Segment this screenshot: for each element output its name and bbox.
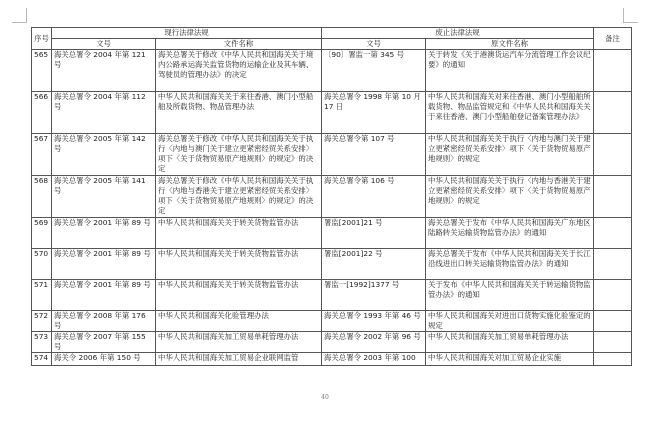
cell-current-doc-name: 海关总署关于修改《中华人民共和国海关关于执行〈内地与澳门关于建立更紧密经贸关系安排〉项下〈关于货物贸易原产地规则〉的规定》的决定 <box>156 134 322 176</box>
header-doc-no: 文号 <box>52 39 156 50</box>
header-remarks: 备注 <box>594 28 632 50</box>
table-row <box>32 176 632 218</box>
cell-current-doc-no: 海关总署令 2007 年第 155 号 <box>52 332 156 353</box>
table-row <box>32 311 632 332</box>
cell-abolished-doc-no: 海关总署令第 106 号 <box>322 176 426 218</box>
table-row <box>32 92 632 134</box>
cell-abolished-doc-name: 中华人民共和国海关加工贸易单耗管理办法 <box>426 332 594 353</box>
header-doc-name: 文件名称 <box>156 39 322 50</box>
cell-seq: 574 <box>32 353 52 366</box>
cell-seq: 567 <box>32 134 52 176</box>
cell-current-doc-no: 海关总署令 2001 年第 89 号 <box>52 280 156 311</box>
table-row <box>32 280 632 311</box>
header-current-laws: 现行法律法规 <box>52 28 322 39</box>
cell-abolished-doc-name: 关于转发《关于港澳货运汽车分流管理工作会议纪要》的通知 <box>426 50 594 92</box>
cell-current-doc-no: 海关总署令 2005 年第 141 号 <box>52 176 156 218</box>
cell-abolished-doc-name: 海关总署关于发布《中华人民共和国海关广东地区陆路转关运输货物监管办法》的通知 <box>426 218 594 249</box>
cell-seq: 566 <box>32 92 52 134</box>
cell-current-doc-no: 海关总署令 2001 年第 89 号 <box>52 218 156 249</box>
cell-remark <box>594 92 632 134</box>
cell-remark <box>594 332 632 353</box>
cell-current-doc-name: 中华人民共和国海关加工贸易企业联网监管 <box>156 353 322 366</box>
cell-seq: 569 <box>32 218 52 249</box>
cell-current-doc-no: 海关总署令 2004 年第 112 号 <box>52 92 156 134</box>
cell-current-doc-no: 海关令 2006 年第 150 号 <box>52 353 156 366</box>
cell-remark <box>594 249 632 280</box>
cell-remark <box>594 218 632 249</box>
cell-abolished-doc-no: 署监[2001]22 号 <box>322 249 426 280</box>
cell-remark <box>594 353 632 366</box>
cell-current-doc-name: 中华人民共和国海关关于转关货物监管办法 <box>156 249 322 280</box>
cell-current-doc-no: 海关总署令 2001 年第 89 号 <box>52 249 156 280</box>
header-abolished-doc-name: 原文件名称 <box>426 39 594 50</box>
cell-seq: 570 <box>32 249 52 280</box>
cell-abolished-doc-no: 署监一[1992]1377 号 <box>322 280 426 311</box>
cell-abolished-doc-no: 海关总署令 1998 年第 10 月 17 日 <box>322 92 426 134</box>
cell-current-doc-name: 中华人民共和国海关加工贸易单耗管理办法 <box>156 332 322 353</box>
cell-remark <box>594 311 632 332</box>
header-seq: 序号 <box>32 28 52 50</box>
cell-seq: 572 <box>32 311 52 332</box>
cell-seq: 568 <box>32 176 52 218</box>
cell-abolished-doc-name: 中华人民共和国海关对进出口货物实施化验鉴定的规定 <box>426 311 594 332</box>
cell-current-doc-name: 中华人民共和国海关化验管理办法 <box>156 311 322 332</box>
cell-seq: 573 <box>32 332 52 353</box>
cell-current-doc-name: 海关总署关于修改《中华人民共和国海关关于执行〈内地与香港关于建立更紧密经贸关系安排〉项下〈关于货物贸易原产地规则〉的规定》的决定 <box>156 176 322 218</box>
cell-current-doc-no: 海关总署令 2004 年第 121 号 <box>52 50 156 92</box>
page-corner-mark <box>623 8 638 23</box>
cell-current-doc-name: 海关总署关于修改《中华人民共和国海关关于境内公路承运海关监管货物的运输企业及其车辆、驾驶员的管理办法》的决定 <box>156 50 322 92</box>
page-corner-mark <box>12 8 27 23</box>
cell-abolished-doc-no: 海关总署令 2003 年第 100 <box>322 353 426 366</box>
table-row <box>32 134 632 176</box>
header-abolished-laws: 废止法律法规 <box>322 28 594 39</box>
table-row <box>32 332 632 353</box>
cell-seq: 565 <box>32 50 52 92</box>
cell-current-doc-name: 中华人民共和国海关关于转关货物监管办法 <box>156 280 322 311</box>
cell-remark <box>594 134 632 176</box>
cell-remark <box>594 50 632 92</box>
cell-remark <box>594 176 632 218</box>
cell-abolished-doc-name: 中华人民共和国海关对来往香港、澳门小型船舶所载货物、物品监管规定和《中华人民共和国海关关于来往香港、澳门小型船舶登记备案管理办法》 <box>426 92 594 134</box>
table-row <box>32 218 632 249</box>
cell-current-doc-name: 中华人民共和国海关关于转关货物监管办法 <box>156 218 322 249</box>
page-number: 40 <box>321 394 329 401</box>
cell-current-doc-no: 海关总署令 2008 年第 176 号 <box>52 311 156 332</box>
law-comparison-table <box>31 27 632 366</box>
table-row <box>32 50 632 92</box>
table-row <box>32 249 632 280</box>
cell-remark <box>594 280 632 311</box>
cell-current-doc-no: 海关总署令 2005 年第 142 号 <box>52 134 156 176</box>
table-row <box>32 353 632 366</box>
cell-abolished-doc-name: 中华人民共和国海关关于执行〈内地与香港关于建立更紧密经贸关系安排〉项下〈关于货物贸易原产地规则〉的规定 <box>426 176 594 218</box>
cell-abolished-doc-name: 中华人民共和国海关对加工贸易企业实施 <box>426 353 594 366</box>
header-abolished-doc-no: 文号 <box>322 39 426 50</box>
cell-abolished-doc-name: 海关总署关于发布《中华人民共和国海关关于长江沿线进出口转关运输货物监管办法》的通知 <box>426 249 594 280</box>
cell-current-doc-name: 中华人民共和国海关关于来往香港、澳门小型船舶及所载货物、物品管理办法 <box>156 92 322 134</box>
cell-abolished-doc-no: 署监[2001]21 号 <box>322 218 426 249</box>
cell-abolished-doc-name: 中华人民共和国海关关于执行〈内地与澳门关于建立更紧密经贸关系安排〉项下〈关于货物贸易原产地规则〉的规定 <box>426 134 594 176</box>
cell-abolished-doc-no: 〔90〕署监一第 345 号 <box>322 50 426 92</box>
cell-abolished-doc-no: 海关总署令 2002 年第 96 号 <box>322 332 426 353</box>
cell-seq: 571 <box>32 280 52 311</box>
cell-abolished-doc-no: 海关总署令 1993 年第 46 号 <box>322 311 426 332</box>
cell-abolished-doc-name: 关于发布《中华人民共和国海关关于转运输货物监管办法》的通知 <box>426 280 594 311</box>
cell-abolished-doc-no: 海关总署令第 107 号 <box>322 134 426 176</box>
